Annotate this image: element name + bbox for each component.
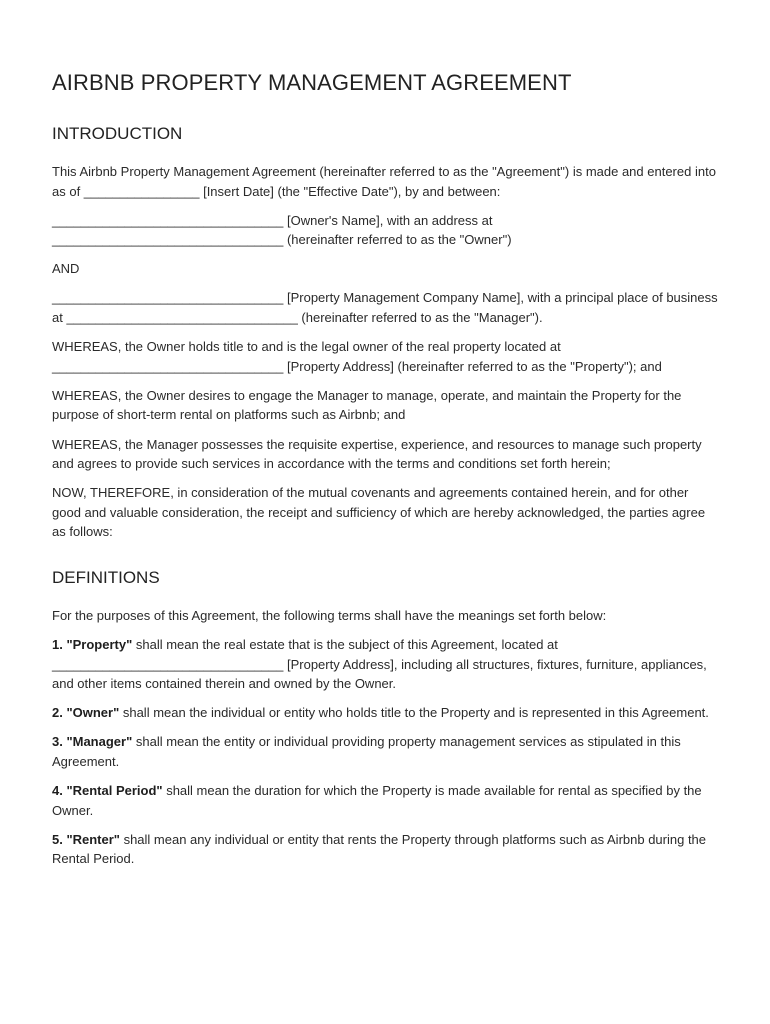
whereas-title-paragraph: WHEREAS, the Owner holds title to and is the legal owner of the real property located at ________________________________ [Property Address] (hereinafter referred to as the "Property"); and	[52, 339, 662, 374]
definition-term: 1. "Property"	[52, 637, 133, 653]
definition-item	[52, 635, 720, 694]
definition-text: shall mean the entity or individual providing property management services as stipulated in this Agreement.	[52, 734, 681, 770]
whereas-expertise-paragraph: WHEREAS, the Manager possesses the requisite expertise, experience, and resources to manage such property and agrees to provide such services in accordance with the terms and conditions set forth herein;	[52, 436, 702, 472]
and-paragraph: AND	[52, 261, 80, 277]
introduction-heading: INTRODUCTION	[52, 124, 183, 143]
definition-text: shall mean the real estate that is the subject of this Agreement, located at ________________________________ [Property Address], including all structures, fixtures, furniture, appliances, and other items contained therein and owned by the Owner.	[52, 637, 707, 692]
definition-item	[52, 830, 720, 869]
definition-term: 3. "Manager"	[52, 734, 133, 750]
definition-item	[52, 703, 720, 723]
definition-text: shall mean any individual or entity that rents the Property through platforms such as Airbnb during the Rental Period.	[52, 831, 707, 867]
document-title: AIRBNB PROPERTY MANAGEMENT AGREEMENT	[52, 70, 572, 95]
definition-term: 2. "Owner"	[52, 705, 120, 721]
definition-text: shall mean the individual or entity who holds title to the Property and is represented in this Agreement.	[119, 705, 709, 721]
definitions-intro: For the purposes of this Agreement, the following terms shall have the meanings set forth below:	[52, 608, 607, 623]
definition-text: shall mean the duration for which the Property is made available for rental as specified by the Owner.	[52, 783, 702, 818]
definitions-heading: DEFINITIONS	[52, 568, 160, 587]
definition-term: 5. "Renter"	[52, 831, 120, 847]
owner-paragraph: ________________________________ [Owner's Name], with an address at ________________________________ (hereinafter referred to as the "Owner")	[52, 212, 512, 248]
definition-item	[52, 781, 720, 820]
definition-term: 4. "Rental Period"	[52, 783, 163, 799]
definition-item	[52, 732, 720, 771]
whereas-engage-paragraph: WHEREAS, the Owner desires to engage the Manager to manage, operate, and maintain the Property for the purpose of short-term rental on platforms such as Airbnb; and	[52, 387, 682, 423]
intro-paragraph: This Airbnb Property Management Agreement (hereinafter referred to as the "Agreement") is made and entered into as of ________________ [Insert Date] (the "Effective Date"), by and between:	[52, 164, 716, 199]
manager-paragraph: ________________________________ [Property Management Company Name], with a principal place of business at ________________________________ (hereinafter referred to as the "Manager").	[52, 290, 718, 326]
now-therefore-paragraph: NOW, THEREFORE, in consideration of the mutual covenants and agreements contained herein, and for other good and valuable consideration, the receipt and sufficiency of which are hereby acknowledged, the parties agree as follows:	[52, 485, 706, 540]
